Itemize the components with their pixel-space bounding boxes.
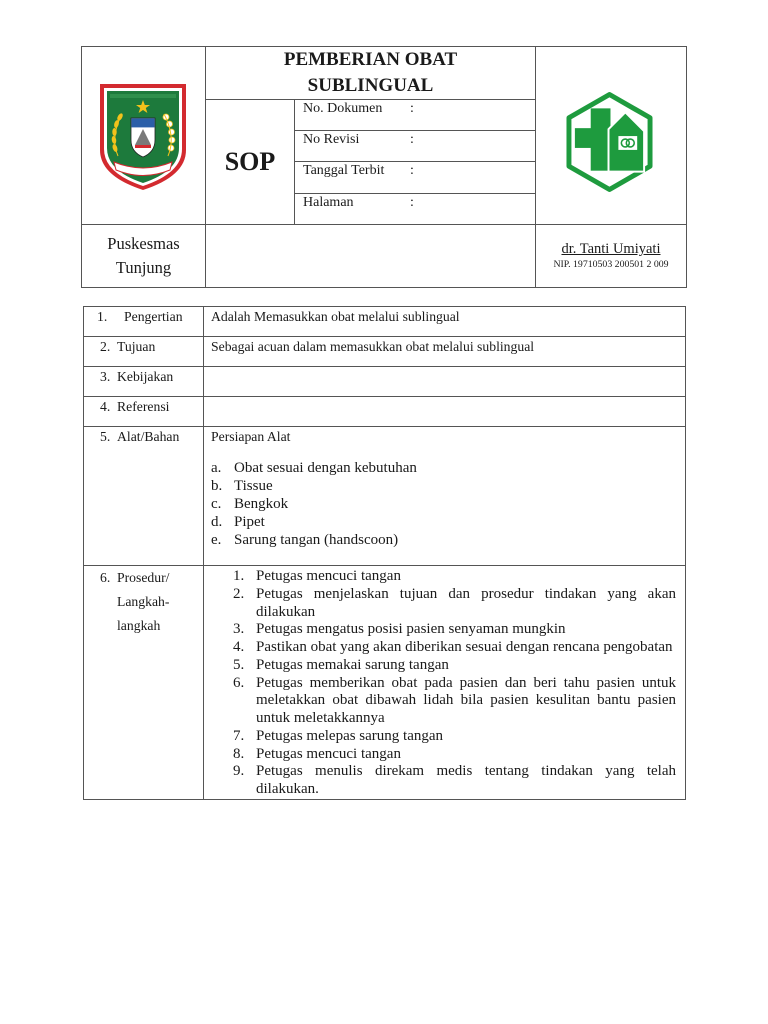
list-marker: c. xyxy=(211,496,222,512)
section-label xyxy=(117,566,169,638)
meta-row-page xyxy=(295,194,535,224)
section-number: 3. xyxy=(100,369,111,384)
section-label: Referensi xyxy=(117,399,170,414)
title-line: SUBLINGUAL xyxy=(307,75,434,96)
sop-content-table xyxy=(83,306,686,800)
procedure-step xyxy=(233,675,678,728)
meta-label: No Revisi xyxy=(303,132,360,147)
section-label-cell xyxy=(84,566,204,800)
list-item xyxy=(211,513,678,531)
logo-left-cell xyxy=(82,47,205,224)
section-label-cell xyxy=(84,397,204,427)
meta-separator: : xyxy=(410,101,414,116)
signer-name: dr. Tanti Umiyati xyxy=(561,241,661,257)
section-content-cell xyxy=(204,566,686,800)
organization-line: Puskesmas xyxy=(107,234,180,253)
step-text: Petugas mencuci tangan xyxy=(256,568,401,584)
section-number: 1. xyxy=(97,309,108,324)
step-text: Petugas memberikan obat pada pasien dan beri tahu pasien untuk meletakkan obat dibawah lidah bila pasien kesulitan bantu pasien untuk meletakkannya xyxy=(256,674,676,726)
section-content-cell xyxy=(204,367,686,397)
meta-label: Halaman xyxy=(303,195,354,210)
list-text: Pipet xyxy=(234,514,265,530)
meta-row-document-number xyxy=(295,100,535,130)
puskesmas-logo-icon xyxy=(565,91,654,193)
section-content-cell xyxy=(204,427,686,566)
table-row xyxy=(84,307,686,337)
step-number: 6. xyxy=(233,674,245,691)
list-marker: b. xyxy=(211,478,223,494)
document-title xyxy=(206,47,535,99)
section-content-cell xyxy=(204,397,686,427)
list-marker: e. xyxy=(211,532,222,548)
step-text: Petugas menulis direkam medis tentang tindakan yang telah dilakukan. xyxy=(256,763,676,797)
section-number: 6. xyxy=(100,570,111,585)
equipment-intro: Persiapan Alat xyxy=(211,429,291,444)
meta-row-issue-date xyxy=(295,162,535,193)
section-label-cell xyxy=(84,337,204,367)
meta-separator: : xyxy=(410,195,414,210)
list-marker: d. xyxy=(211,514,223,530)
step-text: Petugas mencuci tangan xyxy=(256,745,401,762)
meta-label: Tanggal Terbit xyxy=(303,163,385,178)
table-row xyxy=(84,337,686,367)
section-label: Tujuan xyxy=(117,339,156,354)
section-label-cell xyxy=(84,427,204,566)
step-number: 8. xyxy=(233,745,245,762)
regency-emblem-icon xyxy=(98,82,188,192)
table-row xyxy=(84,367,686,397)
list-item xyxy=(211,531,678,549)
step-number: 7. xyxy=(233,727,245,744)
step-text: Pastikan obat yang akan diberikan sesuai dengan rencana pengobatan xyxy=(256,639,673,655)
list-item xyxy=(211,495,678,513)
step-number: 3. xyxy=(233,621,245,638)
procedure-step xyxy=(233,586,678,622)
section-label-cell xyxy=(84,367,204,397)
sop-header-table xyxy=(81,46,687,288)
title-line: PEMBERIAN OBAT xyxy=(283,49,458,70)
step-text: Petugas mengatus posisi pasien senyaman mungkin xyxy=(256,621,566,638)
table-row xyxy=(84,566,686,800)
step-number: 5. xyxy=(233,656,245,673)
section-label: Alat/Bahan xyxy=(117,429,180,444)
section-number: 2. xyxy=(100,339,111,354)
step-text: Petugas memakai sarung tangan xyxy=(256,656,449,673)
step-number: 2. xyxy=(233,585,245,602)
list-marker: a. xyxy=(211,460,222,476)
list-text: Tissue xyxy=(234,478,273,494)
section-content-cell xyxy=(204,307,686,337)
blank-cell xyxy=(206,225,535,287)
step-number: 1. xyxy=(233,568,245,584)
logo-right-cell xyxy=(536,47,686,224)
signer-nip: NIP. 19710503 200501 2 009 xyxy=(553,259,669,270)
list-text: Obat sesuai dengan kebutuhan xyxy=(234,460,417,476)
list-text: Bengkok xyxy=(234,496,289,512)
section-number: 4. xyxy=(100,399,111,414)
step-text: Petugas melepas sarung tangan xyxy=(256,727,444,744)
meta-row-revision xyxy=(295,131,535,161)
meta-separator: : xyxy=(410,163,414,178)
section-label-line: Prosedur/ xyxy=(117,570,170,585)
doc-type-label: SOP xyxy=(224,147,276,176)
procedure-step xyxy=(233,639,678,657)
list-item xyxy=(211,477,678,495)
section-content: Sebagai acuan dalam memasukkan obat melalui sublingual xyxy=(211,339,535,354)
section-label-cell xyxy=(84,307,204,337)
procedure-step xyxy=(233,728,678,746)
meta-label: No. Dokumen xyxy=(303,101,383,116)
organization-line: Tunjung xyxy=(115,258,172,277)
table-row xyxy=(84,427,686,566)
list-item xyxy=(211,459,678,477)
equipment-list xyxy=(211,459,678,549)
procedure-step xyxy=(233,763,678,799)
procedure-step xyxy=(233,746,678,764)
section-content: Adalah Memasukkan obat melalui sublingual xyxy=(211,309,460,324)
step-number: 4. xyxy=(233,639,245,655)
signature-block xyxy=(536,225,686,287)
step-number: 9. xyxy=(233,763,245,780)
procedure-step xyxy=(233,621,678,639)
procedure-step xyxy=(233,568,678,586)
section-label: Pengertian xyxy=(124,309,183,324)
table-row xyxy=(84,397,686,427)
meta-separator: : xyxy=(410,132,414,147)
section-content-cell xyxy=(204,337,686,367)
organization-name xyxy=(82,225,205,287)
section-number: 5. xyxy=(100,429,111,444)
step-text: Petugas menjelaskan tujuan dan prosedur tindakan yang akan dilakukan xyxy=(256,585,676,620)
section-label: Kebijakan xyxy=(117,369,174,384)
section-label-line: Langkah- xyxy=(117,594,170,609)
procedure-step xyxy=(233,657,678,675)
section-label-line: langkah xyxy=(117,618,161,633)
list-text: Sarung tangan (handscoon) xyxy=(234,532,399,548)
procedure-steps xyxy=(233,568,678,799)
